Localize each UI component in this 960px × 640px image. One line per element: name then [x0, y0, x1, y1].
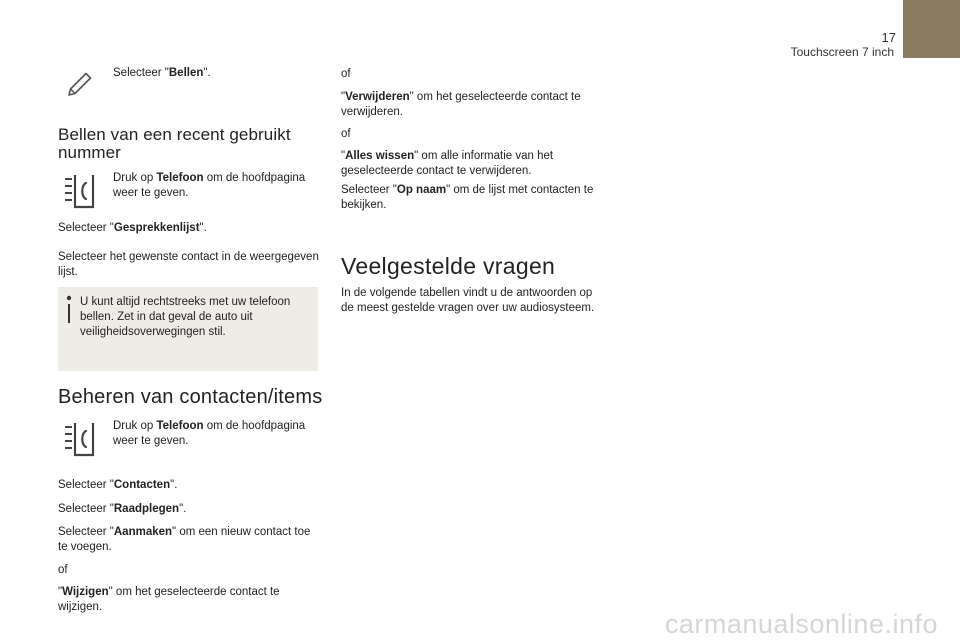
section-tab	[903, 0, 960, 58]
phone-icon	[62, 420, 96, 458]
step-verwijderen: "Verwijderen" om het geselecteerde contact te verwijderen.	[341, 91, 581, 118]
recent-heading: Bellen van een recent gebruikt nummer	[58, 125, 291, 162]
bellen-step: Selecteer "Bellen".	[113, 67, 211, 79]
manage-step-wijzigen: "Wijzigen" om het geselecteerde contact te wijzigen.	[58, 586, 280, 613]
manage-heading: Beheren van contacten/items	[58, 386, 323, 408]
step-op-naam: Selecteer "Op naam" om de lijst met contacten te bekijken.	[341, 184, 594, 211]
info-text: U kunt altijd rechtstreeks met uw telefoon bellen. Zet in dat geval de auto uit veiligheidsoverwegingen stil.	[80, 296, 291, 338]
manage-step-telefoon: Druk op Telefoon om de hoofdpagina weer te geven.	[113, 420, 306, 447]
watermark: carmanualsonline.info	[664, 609, 938, 639]
or-text: of	[341, 68, 351, 80]
page-number: 17	[881, 30, 896, 45]
or-text: of	[341, 128, 351, 140]
pencil-icon	[66, 68, 96, 98]
manage-step-raadplegen: Selecteer "Raadplegen".	[58, 503, 187, 515]
manage-step-contacten: Selecteer "Contacten".	[58, 479, 178, 491]
faq-heading: Veelgestelde vragen	[341, 253, 556, 279]
or-text: of	[58, 564, 68, 576]
recent-step-telefoon: Druk op Telefoon om de hoofdpagina weer te geven.	[113, 172, 306, 199]
recent-step-select-contact: Selecteer het gewenste contact in de weergegeven lijst.	[58, 251, 319, 278]
info-icon	[62, 295, 76, 325]
section-title: Touchscreen 7 inch	[790, 45, 894, 59]
manage-step-aanmaken: Selecteer "Aanmaken" om een nieuw contact toe te voegen.	[58, 526, 311, 553]
phone-icon	[62, 172, 96, 210]
recent-step-gesprekkenlijst: Selecteer "Gesprekkenlijst".	[58, 222, 207, 234]
faq-intro: In de volgende tabellen vindt u de antwoorden op de meest gestelde vragen over uw audiosysteem.	[341, 287, 595, 314]
step-alles-wissen: "Alles wissen" om alle informatie van het geselecteerde contact te verwijderen.	[341, 150, 554, 177]
